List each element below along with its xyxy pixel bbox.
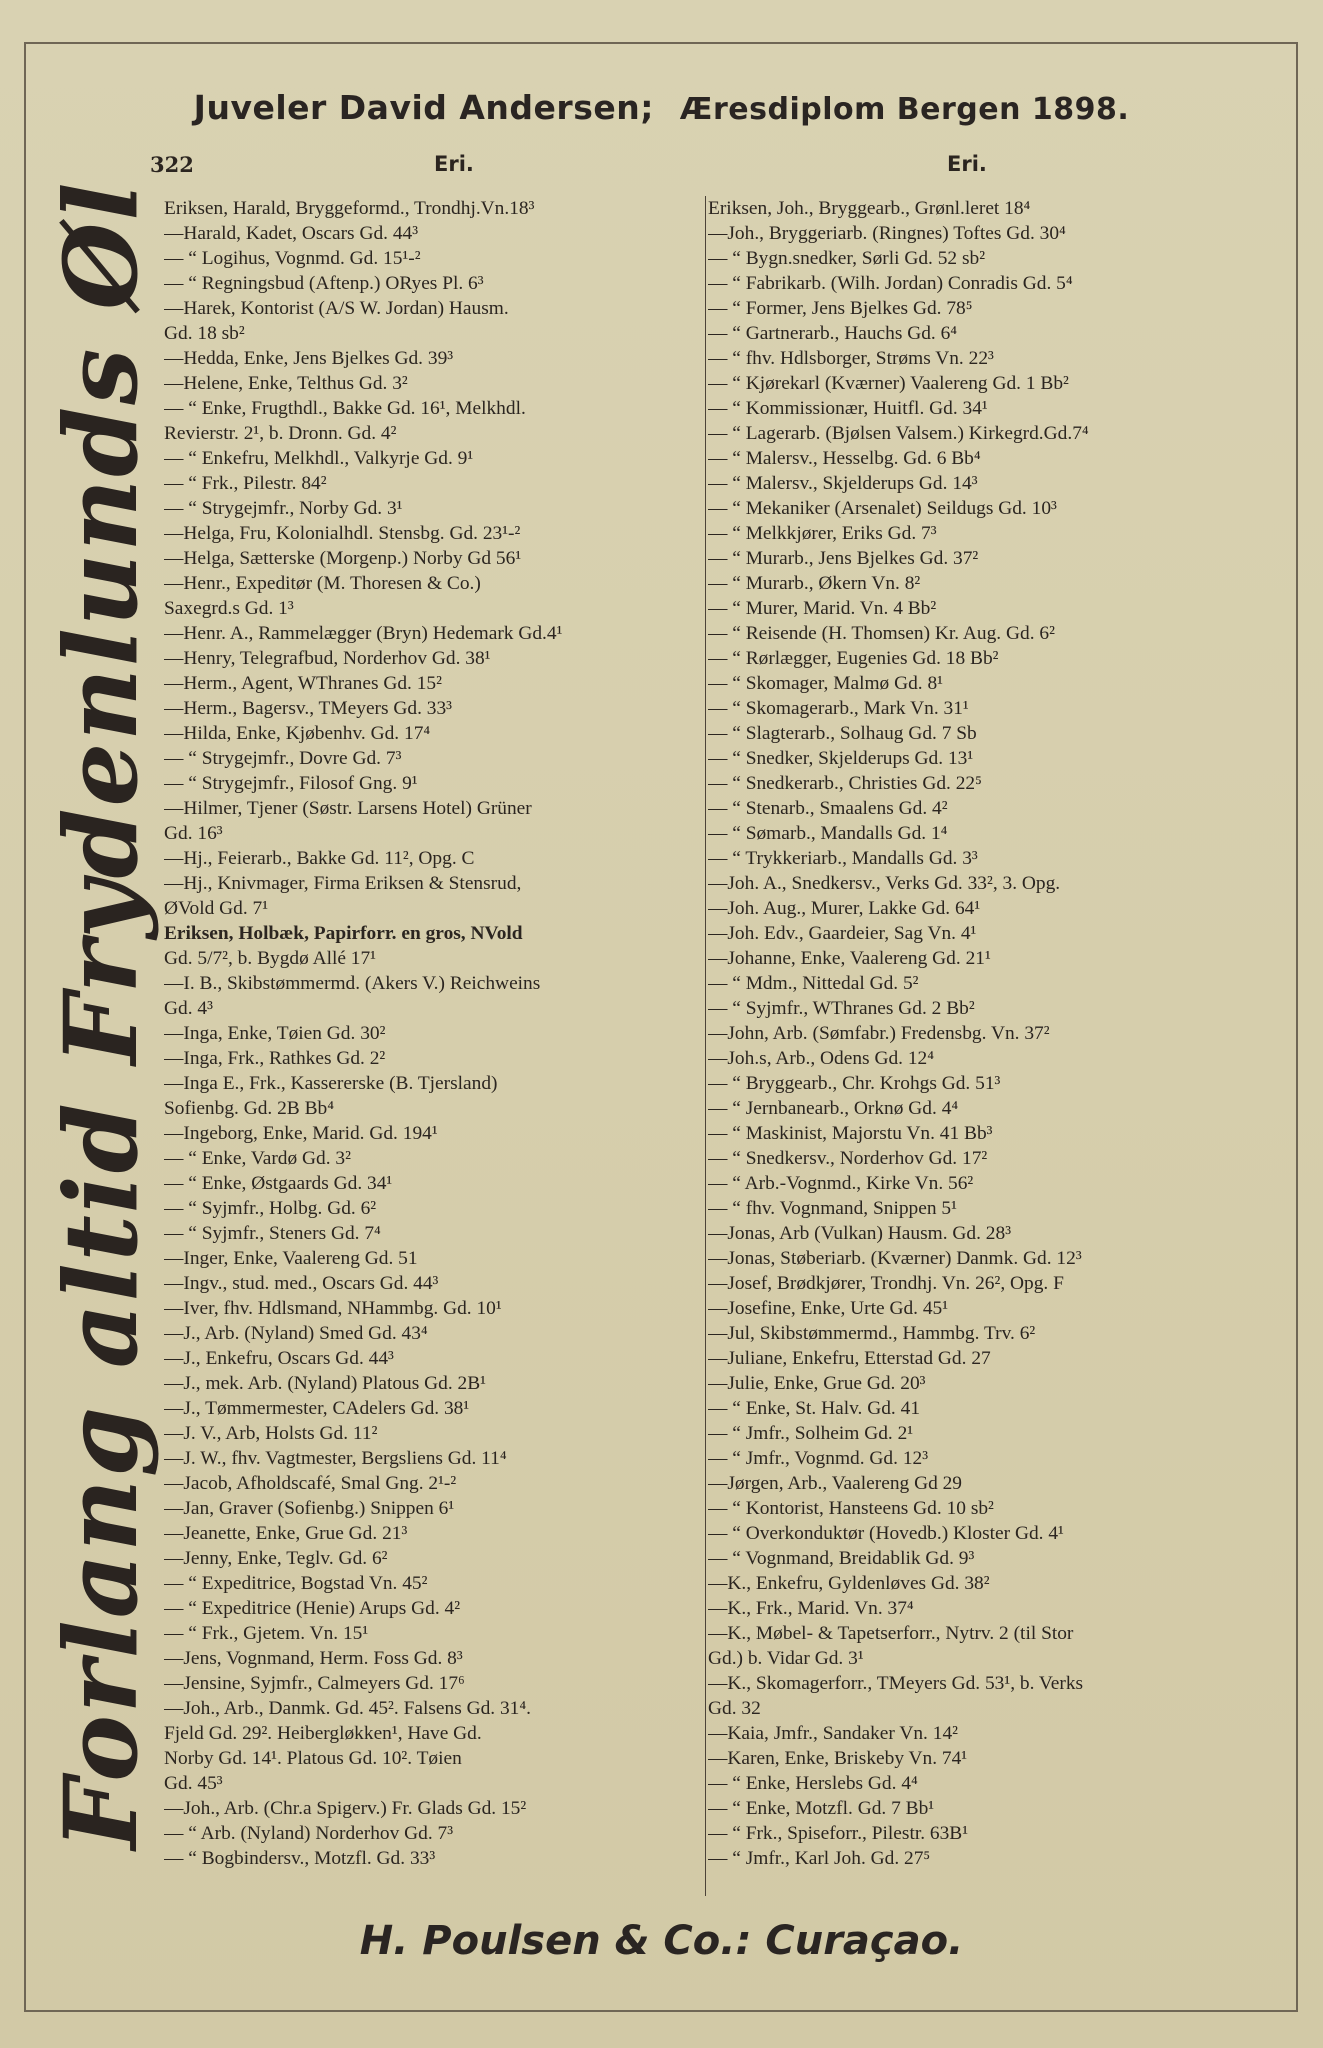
directory-entry-line: — “ Mekaniker (Arsenalet) Seildugs Gd. 10³: [708, 498, 1057, 519]
directory-entry-line: —Herm., Bagersv., TMeyers Gd. 33³: [164, 698, 452, 719]
directory-entry-line: Gd. 45³: [164, 1773, 223, 1794]
directory-entry-line: — “ Stenarb., Smaalens Gd. 4²: [708, 798, 948, 819]
directory-entry-line: —Jonas, Arb (Vulkan) Hausm. Gd. 28³: [708, 1223, 1012, 1244]
directory-entry-line: — “ Strygejmfr., Dovre Gd. 7³: [164, 748, 402, 769]
page-number: 322: [150, 152, 194, 177]
directory-entry-line: — “ Jernbanearb., Orknø Gd. 4⁴: [708, 1098, 959, 1119]
directory-entry-line: — “ Trykkeriarb., Mandalls Gd. 3³: [708, 848, 978, 869]
directory-entry-line: —Jonas, Støberiarb. (Kværner) Danmk. Gd. 12³: [708, 1248, 1082, 1269]
directory-entry-line: —Josefine, Enke, Urte Gd. 45¹: [708, 1298, 949, 1319]
directory-entry-line: — “ Logihus, Vognmd. Gd. 15¹-²: [164, 248, 421, 269]
directory-entry-line: — “ Rørlægger, Eugenies Gd. 18 Bb²: [708, 648, 999, 669]
directory-entry-line: —Joh. Edv., Gaardeier, Sag Vn. 4¹: [708, 923, 977, 944]
directory-entry-line: — “ Frk., Gjetem. Vn. 15¹: [164, 1623, 369, 1644]
directory-entry-line: —Henr., Expeditør (M. Thoresen & Co.): [164, 573, 481, 594]
directory-entry-line: — “ Kommissionær, Huitfl. Gd. 34¹: [708, 398, 988, 419]
directory-entry-line: —K., Møbel- & Tapetserforr., Nytrv. 2 (til Stor: [708, 1623, 1074, 1644]
running-head-right: Eri.: [947, 152, 987, 176]
directory-entry-line: —Jeanette, Enke, Grue Gd. 21³: [164, 1523, 408, 1544]
directory-entry-line: — “ Frk., Pilestr. 84²: [164, 473, 327, 494]
directory-entry-line: —Joh., Bryggeriarb. (Ringnes) Toftes Gd. 30⁴: [708, 223, 1066, 244]
directory-entry-line: — “ Enke, Motzfl. Gd. 7 Bb¹: [708, 1798, 935, 1819]
directory-entry-line: — “ Expeditrice, Bogstad Vn. 45²: [164, 1573, 428, 1594]
directory-entry-line: —Karen, Enke, Briskeby Vn. 74¹: [708, 1748, 968, 1769]
directory-entry-line: —J., mek. Arb. (Nyland) Platous Gd. 2B¹: [164, 1373, 486, 1394]
directory-entry-line: — “ Enke, Østgaards Gd. 34¹: [164, 1173, 393, 1194]
directory-entry-line: —Josef, Brødkjører, Trondhj. Vn. 26², Opg. F: [708, 1273, 1064, 1294]
directory-entry-line: — “ Enke, Herslebs Gd. 4⁴: [708, 1773, 918, 1794]
directory-entry-line: — “ fhv. Hdlsborger, Strøms Vn. 22³: [708, 348, 994, 369]
directory-entry-line: — “ Syjmfr., Steners Gd. 7⁴: [164, 1223, 381, 1244]
directory-entry-line: Gd. 4³: [164, 998, 213, 1019]
directory-entry-line: — “ Expeditrice (Henie) Arups Gd. 4²: [164, 1598, 461, 1619]
header-diploma-text: Æresdiplom Bergen 1898.: [679, 92, 1130, 127]
directory-entry-line: —Joh. A., Snedkersv., Verks Gd. 33², 3. Opg.: [708, 873, 1061, 894]
directory-entry-line: —Jacob, Afholdscafé, Smal Gng. 2¹-²: [164, 1473, 457, 1494]
directory-entry-line: —Kaia, Jmfr., Sandaker Vn. 14²: [708, 1723, 958, 1744]
directory-entry-line: —Joh. Aug., Murer, Lakke Gd. 64¹: [708, 898, 981, 919]
directory-entry-line: —Helene, Enke, Telthus Gd. 3²: [164, 373, 408, 394]
side-banner-advert: Forlang altid Frydenlunds Øl: [42, 180, 160, 1850]
directory-entry-line: —Harek, Kontorist (A/S W. Jordan) Hausm.: [164, 298, 509, 319]
directory-entry-line: — “ Bygn.snedker, Sørli Gd. 52 sb²: [708, 248, 986, 269]
directory-entry-line: —K., Skomagerforr., TMeyers Gd. 53¹, b. Verks: [708, 1673, 1084, 1694]
directory-entry-line: — “ Vognmand, Breidablik Gd. 9³: [708, 1548, 975, 1569]
directory-entry-line: — “ Jmfr., Vognmd. Gd. 12³: [708, 1448, 929, 1469]
directory-entry-line: — “ Malersv., Hesselbg. Gd. 6 Bb⁴: [708, 448, 981, 469]
directory-entry-line: —Joh.s, Arb., Odens Gd. 12⁴: [708, 1048, 934, 1069]
directory-entry-line: —Hilmer, Tjener (Søstr. Larsens Hotel) Grüner: [164, 798, 532, 819]
directory-entry-line: —Jensine, Syjmfr., Calmeyers Gd. 17⁶: [164, 1673, 465, 1694]
directory-entry-line: —J. V., Arb, Holsts Gd. 11²: [164, 1423, 378, 1444]
directory-entry-line: —Hilda, Enke, Kjøbenhv. Gd. 17⁴: [164, 723, 431, 744]
directory-entry-line: — “ Arb. (Nyland) Norderhov Gd. 7³: [164, 1823, 454, 1844]
directory-entry-line: —Inger, Enke, Vaalereng Gd. 51: [164, 1248, 418, 1269]
directory-entry-line: — “ Bryggearb., Chr. Krohgs Gd. 51³: [708, 1073, 1001, 1094]
directory-entry-line: Norby Gd. 14¹. Platous Gd. 10². Tøien: [164, 1748, 462, 1769]
directory-entry-line: —Jens, Vognmand, Herm. Foss Gd. 8³: [164, 1648, 463, 1669]
directory-entry-line: —Inga, Enke, Tøien Gd. 30²: [164, 1023, 386, 1044]
directory-entry-line: —Jul, Skibstømmermd., Hammbg. Trv. 6²: [708, 1323, 1036, 1344]
directory-entry-line: —Joh., Arb., Danmk. Gd. 45². Falsens Gd. 31⁴.: [164, 1698, 531, 1719]
directory-entry-line: — “ Syjmfr., WThranes Gd. 2 Bb²: [708, 998, 975, 1019]
directory-entry-line: — “ Enke, St. Halv. Gd. 41: [708, 1398, 921, 1419]
directory-entry-line: — “ Slagterarb., Solhaug Gd. 7 Sb: [708, 723, 977, 744]
directory-entry-line: —Inga E., Frk., Kassererske (B. Tjersland): [164, 1073, 498, 1094]
directory-entry-line: — “ Syjmfr., Holbg. Gd. 6²: [164, 1198, 377, 1219]
directory-entry-line: — “ Murer, Marid. Vn. 4 Bb²: [708, 598, 937, 619]
directory-entry-line: Revierstr. 2¹, b. Dronn. Gd. 4²: [164, 423, 397, 444]
directory-entry-line: —Julie, Enke, Grue Gd. 20³: [708, 1373, 926, 1394]
directory-entry-line: —K., Enkefru, Gyldenløves Gd. 38²: [708, 1573, 990, 1594]
directory-entry-line: —J., Tømmermester, CAdelers Gd. 38¹: [164, 1398, 470, 1419]
directory-entry-line: Saxegrd.s Gd. 1³: [164, 598, 294, 619]
directory-entry-line: — “ Gartnerarb., Hauchs Gd. 6⁴: [708, 323, 958, 344]
directory-entry-line: —J., Arb. (Nyland) Smed Gd. 43⁴: [164, 1323, 428, 1344]
directory-entry-line: Eriksen, Holbæk, Papirforr. en gros, NVold: [164, 923, 523, 944]
directory-entry-line: —Jenny, Enke, Teglv. Gd. 6²: [164, 1548, 388, 1569]
directory-entry-line: Eriksen, Joh., Bryggearb., Grønl.leret 18⁴: [708, 198, 1031, 219]
header-jeweler-text: Juveler David Andersen;: [193, 88, 654, 127]
directory-entry-line: —Helga, Sætterske (Morgenp.) Norby Gd 56¹: [164, 548, 522, 569]
directory-entry-line: —Helga, Fru, Kolonialhdl. Stensbg. Gd. 23¹-²: [164, 523, 521, 544]
directory-entry-line: — “ Lagerarb. (Bjølsen Valsem.) Kirkegrd.Gd.7⁴: [708, 423, 1089, 444]
directory-entry-line: — “ Enkefru, Melkhdl., Valkyrje Gd. 9¹: [164, 448, 474, 469]
directory-entry-line: —Hj., Feierarb., Bakke Gd. 11², Opg. C: [164, 848, 475, 869]
directory-entry-line: — “ Arb.-Vognmd., Kirke Vn. 56²: [708, 1173, 974, 1194]
directory-entry-line: — “ Kontorist, Hansteens Gd. 10 sb²: [708, 1498, 994, 1519]
directory-entry-line: Fjeld Gd. 29². Heibergløkken¹, Have Gd.: [164, 1723, 482, 1744]
directory-entry-line: — “ Murarb., Økern Vn. 8²: [708, 573, 921, 594]
directory-entry-line: —Iver, fhv. Hdlsmand, NHammbg. Gd. 10¹: [164, 1298, 502, 1319]
directory-entry-line: — “ Regningsbud (Aftenp.) ORyes Pl. 6³: [164, 273, 484, 294]
directory-entry-line: —Henry, Telegrafbud, Norderhov Gd. 38¹: [164, 648, 491, 669]
column-divider: [705, 196, 706, 1896]
left-column-entries: [164, 196, 709, 1871]
directory-entry-line: —I. B., Skibstømmermd. (Akers V.) Reichweins: [164, 973, 541, 994]
directory-entry-line: —Hj., Knivmager, Firma Eriksen & Stensrud,: [164, 873, 522, 894]
directory-entry-line: — “ Malersv., Skjelderups Gd. 14³: [708, 473, 978, 494]
directory-entry-line: — “ Enke, Vardø Gd. 3²: [164, 1148, 351, 1169]
footer-advert: H. Poulsen & Co.: Curaçao.: [359, 1918, 964, 1964]
directory-entry-line: —J. W., fhv. Vagtmester, Bergsliens Gd. 11⁴: [164, 1448, 507, 1469]
directory-entry-line: — “ Murarb., Jens Bjelkes Gd. 37²: [708, 548, 979, 569]
directory-entry-line: —Henr. A., Rammelægger (Bryn) Hedemark Gd.4¹: [164, 623, 563, 644]
directory-entry-line: — “ Reisende (H. Thomsen) Kr. Aug. Gd. 6²: [708, 623, 1055, 644]
directory-entry-line: — “ Jmfr., Karl Joh. Gd. 27⁵: [708, 1848, 931, 1869]
page-header-advert: [0, 88, 1323, 127]
directory-entry-line: —K., Frk., Marid. Vn. 37⁴: [708, 1598, 914, 1619]
directory-entry-line: — “ Sømarb., Mandalls Gd. 1⁴: [708, 823, 948, 844]
directory-entry-line: Gd. 5/7², b. Bygdø Allé 17¹: [164, 948, 376, 969]
directory-entry-line: — “ Strygejmfr., Norby Gd. 3¹: [164, 498, 403, 519]
directory-entry-line: Eriksen, Harald, Bryggeformd., Trondhj.Vn.18³: [164, 198, 535, 219]
directory-entry-line: Gd. 18 sb²: [164, 323, 245, 344]
directory-entry-line: — “ Snedkerarb., Christies Gd. 22⁵: [708, 773, 982, 794]
directory-entry-line: — “ Snedkersv., Norderhov Gd. 17²: [708, 1148, 988, 1169]
directory-entry-line: — “ fhv. Vognmand, Snippen 5¹: [708, 1198, 957, 1219]
directory-entry-line: —Ingeborg, Enke, Marid. Gd. 194¹: [164, 1123, 438, 1144]
directory-entry-line: —Hedda, Enke, Jens Bjelkes Gd. 39³: [164, 348, 454, 369]
directory-entry-line: —Harald, Kadet, Oscars Gd. 44³: [164, 223, 419, 244]
directory-entry-line: — “ Snedker, Skjelderups Gd. 13¹: [708, 748, 974, 769]
directory-entry-line: —J., Enkefru, Oscars Gd. 44³: [164, 1348, 394, 1369]
directory-entry-line: — “ Bogbindersv., Motzfl. Gd. 33³: [164, 1848, 436, 1869]
directory-entry-line: — “ Melkkjører, Eriks Gd. 7³: [708, 523, 937, 544]
directory-entry-line: —Juliane, Enkefru, Etterstad Gd. 27: [708, 1348, 991, 1369]
directory-entry-line: —Jørgen, Arb., Vaalereng Gd 29: [708, 1473, 963, 1494]
directory-entry-line: —Herm., Agent, WThranes Gd. 15²: [164, 673, 442, 694]
directory-entry-line: Gd. 32: [708, 1698, 761, 1719]
directory-entry-line: — “ Jmfr., Solheim Gd. 2¹: [708, 1423, 914, 1444]
directory-entry-line: —John, Arb. (Sømfabr.) Fredensbg. Vn. 37²: [708, 1023, 1050, 1044]
directory-entry-line: — “ Kjørekarl (Kværner) Vaalereng Gd. 1 Bb²: [708, 373, 1069, 394]
directory-entry-line: Gd.) b. Vidar Gd. 3¹: [708, 1648, 864, 1669]
directory-entry-line: —Joh., Arb. (Chr.a Spigerv.) Fr. Glads Gd. 15²: [164, 1798, 527, 1819]
directory-entry-line: — “ Overkonduktør (Hovedb.) Kloster Gd. 4¹: [708, 1523, 1064, 1544]
running-head-left: Eri.: [434, 152, 474, 176]
directory-entry-line: — “ Mdm., Nittedal Gd. 5²: [708, 973, 919, 994]
right-column-entries: [708, 196, 1268, 1871]
directory-entry-line: — “ Skomager, Malmø Gd. 8¹: [708, 673, 943, 694]
directory-entry-line: — “ Skomagerarb., Mark Vn. 31¹: [708, 698, 969, 719]
directory-entry-line: Sofienbg. Gd. 2B Bb⁴: [164, 1098, 334, 1119]
directory-entry-line: —Inga, Frk., Rathkes Gd. 2²: [164, 1048, 386, 1069]
directory-entry-line: —Jan, Graver (Sofienbg.) Snippen 6¹: [164, 1498, 455, 1519]
directory-entry-line: — “ Strygejmfr., Filosof Gng. 9¹: [164, 773, 418, 794]
directory-entry-line: — “ Maskinist, Majorstu Vn. 41 Bb³: [708, 1123, 993, 1144]
directory-entry-line: —Johanne, Enke, Vaalereng Gd. 21¹: [708, 948, 991, 969]
directory-entry-line: ØVold Gd. 7¹: [164, 898, 269, 919]
directory-entry-line: — “ Enke, Frugthdl., Bakke Gd. 16¹, Melkhdl.: [164, 398, 526, 419]
directory-entry-line: —Ingv., stud. med., Oscars Gd. 44³: [164, 1273, 439, 1294]
directory-entry-line: Gd. 16³: [164, 823, 223, 844]
directory-entry-line: — “ Fabrikarb. (Wilh. Jordan) Conradis Gd. 5⁴: [708, 273, 1073, 294]
directory-entry-line: — “ Frk., Spiseforr., Pilestr. 63B¹: [708, 1823, 969, 1844]
directory-entry-line: — “ Former, Jens Bjelkes Gd. 78⁵: [708, 298, 973, 319]
